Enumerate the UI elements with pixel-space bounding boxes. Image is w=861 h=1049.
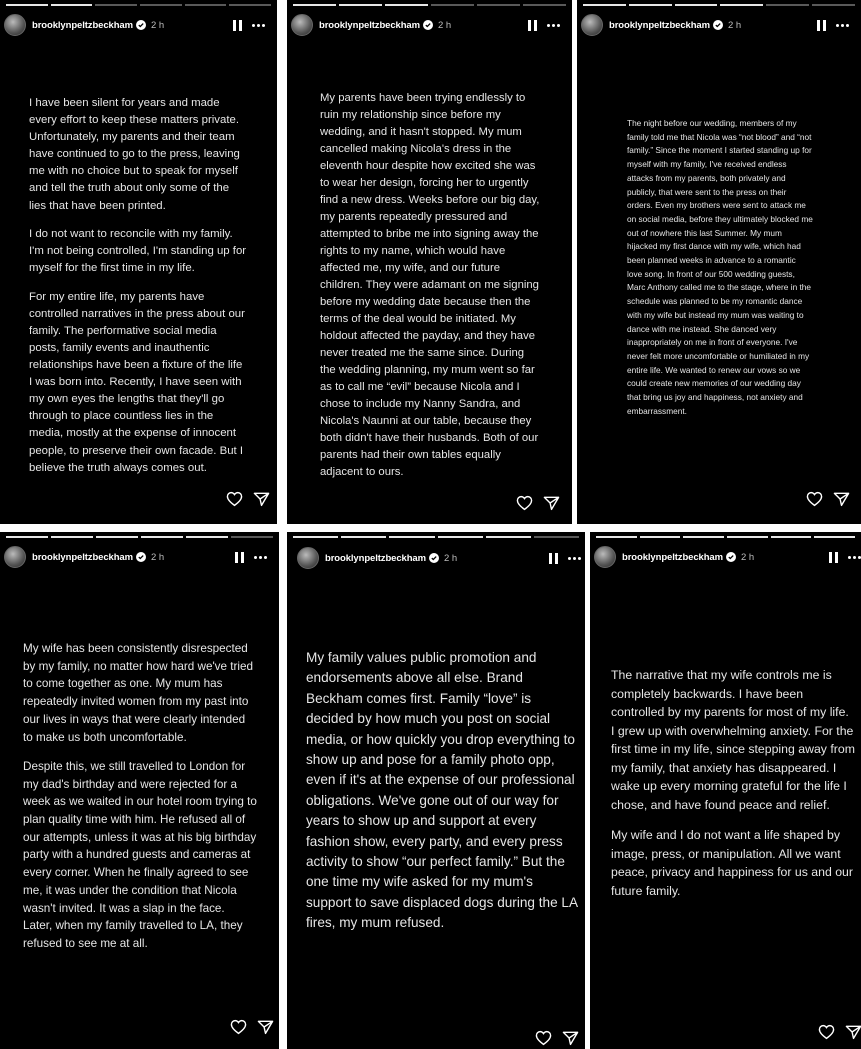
story-text [611,666,855,900]
story-progress-bars [293,536,579,538]
story-header [4,12,273,38]
post-time: 2 h [150,551,165,563]
story-text [23,640,257,953]
story-paragraph: My wife has been consistently disrespected by my family, no matter how hard we've tried to come together as one. My mum has repeatedly invited women from my past into our lives in ways that were clearly intended to make us both uncomfortable. [23,642,254,744]
pause-icon[interactable] [549,553,558,564]
pause-icon[interactable] [829,552,838,563]
story-progress-bars [583,4,855,6]
pause-icon[interactable] [233,20,242,31]
post-time: 2 h [437,19,452,31]
story-text [627,117,813,418]
more-options-icon[interactable] [848,556,861,559]
verified-badge-icon [136,552,146,562]
username[interactable]: brooklynpeltzbeckham [609,19,710,31]
story-panel-1 [0,0,277,524]
verified-badge-icon [423,20,433,30]
story-panel-3 [577,0,861,524]
post-time: 2 h [150,19,165,31]
story-text [320,90,542,481]
heart-icon[interactable] [226,491,243,507]
story-paragraph: Despite this, we still travelled to London for my dad's birthday and were rejected for a week as we waited in our hotel room trying to plan quality time with him. He refused all of our attempts, unless it was at his big birthday party with a hundred guests and cameras at every corner. When he finally agreed to see me, it was under the condition that Nicola wasn't invited. It was a slap in the face. Later, when my family travelled to LA, they refused to see me at all. [23,759,257,950]
heart-icon[interactable] [516,495,533,511]
heart-icon[interactable] [806,491,823,507]
story-panel-4 [0,532,279,1049]
story-progress-bars [6,536,273,538]
send-icon[interactable] [562,1030,579,1046]
story-paragraph: For my entire life, my parents have controlled narratives in the press about our family. The performative social media posts, family events and inauthentic relationships have been a fixture of the life I was born into. Recently, I have seen with my own eyes the lengths that they'll go through to place countless lies in the media, mostly at the expense of innocent people, to preserve their own facade. But I believe the truth always comes out. [29,290,245,474]
story-progress-bars [293,4,566,6]
avatar[interactable] [4,14,26,36]
heart-icon[interactable] [818,1024,835,1040]
story-paragraph: My wife and I do not want a life shaped by image, press, or manipulation. All we want peace, privacy and happiness for us and our future family. [611,828,853,898]
story-header [581,12,857,38]
story-paragraph: My family values public promotion and endorsements above all else. Brand Beckham comes first. Family “love” is decided by how much you post on social media, or how quickly you drop everything to show up and pose for a family photo opp, even if it's at the expense of our professional obligations. We've gone out of our way for years to show up and support at every fashion show, every party, and every press activity to show “our perfect family.” But the one time my wife asked for my mum's support to save displaced dogs during the LA fires, my mum refused. [306,650,578,931]
verified-badge-icon [726,552,736,562]
more-options-icon[interactable] [252,24,265,27]
username[interactable]: brooklynpeltzbeckham [32,551,133,563]
send-icon[interactable] [257,1019,274,1035]
post-time: 2 h [740,551,755,563]
send-icon[interactable] [845,1024,861,1040]
story-text [29,95,247,477]
story-paragraph: I do not want to reconcile with my family. I'm not being controlled, I'm standing up for myself for the first time in my life. [29,228,247,275]
verified-badge-icon [713,20,723,30]
story-panel-5 [287,532,585,1049]
send-icon[interactable] [833,491,850,507]
heart-icon[interactable] [535,1030,552,1046]
story-paragraph: The narrative that my wife controls me is completely backwards. I have been controlled by my parents for most of my life. I grew up with overwhelming anxiety. For the first time in my life, since stepping away from my family, that anxiety has disappeared. I wake up every morning grateful for the life I chose, and have found peace and relief. [611,668,855,812]
username[interactable]: brooklynpeltzbeckham [319,19,420,31]
username[interactable]: brooklynpeltzbeckham [325,552,426,564]
post-time: 2 h [443,552,458,564]
story-panel-6 [590,532,861,1049]
more-options-icon[interactable] [836,24,849,27]
more-options-icon[interactable] [547,24,560,27]
story-paragraph: I have been silent for years and made every effort to keep these matters private. Unfortunately, my parents and their team have continued to go to the press, leaving me with no choice but to speak for myself and tell the truth about only some of the lies that have been printed. [29,97,240,212]
avatar[interactable] [581,14,603,36]
avatar[interactable] [4,546,26,568]
story-progress-bars [6,4,271,6]
story-panel-2 [287,0,572,524]
post-time: 2 h [727,19,742,31]
pause-icon[interactable] [528,20,537,31]
verified-badge-icon [429,553,439,563]
send-icon[interactable] [543,495,560,511]
avatar[interactable] [291,14,313,36]
pause-icon[interactable] [235,552,244,563]
heart-icon[interactable] [230,1019,247,1035]
story-header [594,544,861,570]
story-text [306,648,582,934]
pause-icon[interactable] [817,20,826,31]
more-options-icon[interactable] [568,557,581,560]
story-paragraph: The night before our wedding, members of my family told me that Nicola was “not blood” and “not family.” Since the moment I started standing up for myself with my family, I've received endless attacks from my parents, both privately and publicly, that were sent to the press on their orders. Even my brothers were sent to attack me on social media, before they ultimately blocked me out of nowhere this last Summer. My mum hijacked my first dance with my wife, which had been planned weeks in advance to a romantic love song. In front of our 500 wedding guests, Marc Anthony called me to the stage, where in the schedule was planned to be my romantic dance with my wife but instead my mum was waiting to dance with me instead. She danced very inappropriately on me in front of everyone. I've never felt more uncomfortable or humiliated in my entire life. We wanted to renew our vows so we could create new memories of our wedding day that bring us joy and happiness, not anxiety and embarrassment. [627,118,813,416]
story-header [297,545,581,571]
story-header [291,12,568,38]
avatar[interactable] [297,547,319,569]
send-icon[interactable] [253,491,270,507]
more-options-icon[interactable] [254,556,267,559]
username[interactable]: brooklynpeltzbeckham [32,19,133,31]
username[interactable]: brooklynpeltzbeckham [622,551,723,563]
story-header [4,544,275,570]
verified-badge-icon [136,20,146,30]
story-paragraph: My parents have been trying endlessly to ruin my relationship since before my wedding, and it hasn't stopped. My mum cancelled making Nicola's dress in the eleventh hour despite how excited she was to wear her design, forcing her to urgently find a new dress. Weeks before our big day, my parents repeatedly pressured and attempted to bribe me into signing away the rights to my name, which would have affected me, my wife, and our future children. They were adamant on me signing before my wedding date because then the terms of the deal would be initiated. My holdout affected the payday, and they have never treated me the same since. During the wedding planning, my mum went so far as to call me “evil” because Nicola and I chose to include my Nanny Sandra, and Nicola's Naunni at our table, because they both didn't have their husbands. Both of our parents had their own tables equally adjacent to ours. [320,92,540,478]
story-progress-bars [596,536,855,538]
avatar[interactable] [594,546,616,568]
